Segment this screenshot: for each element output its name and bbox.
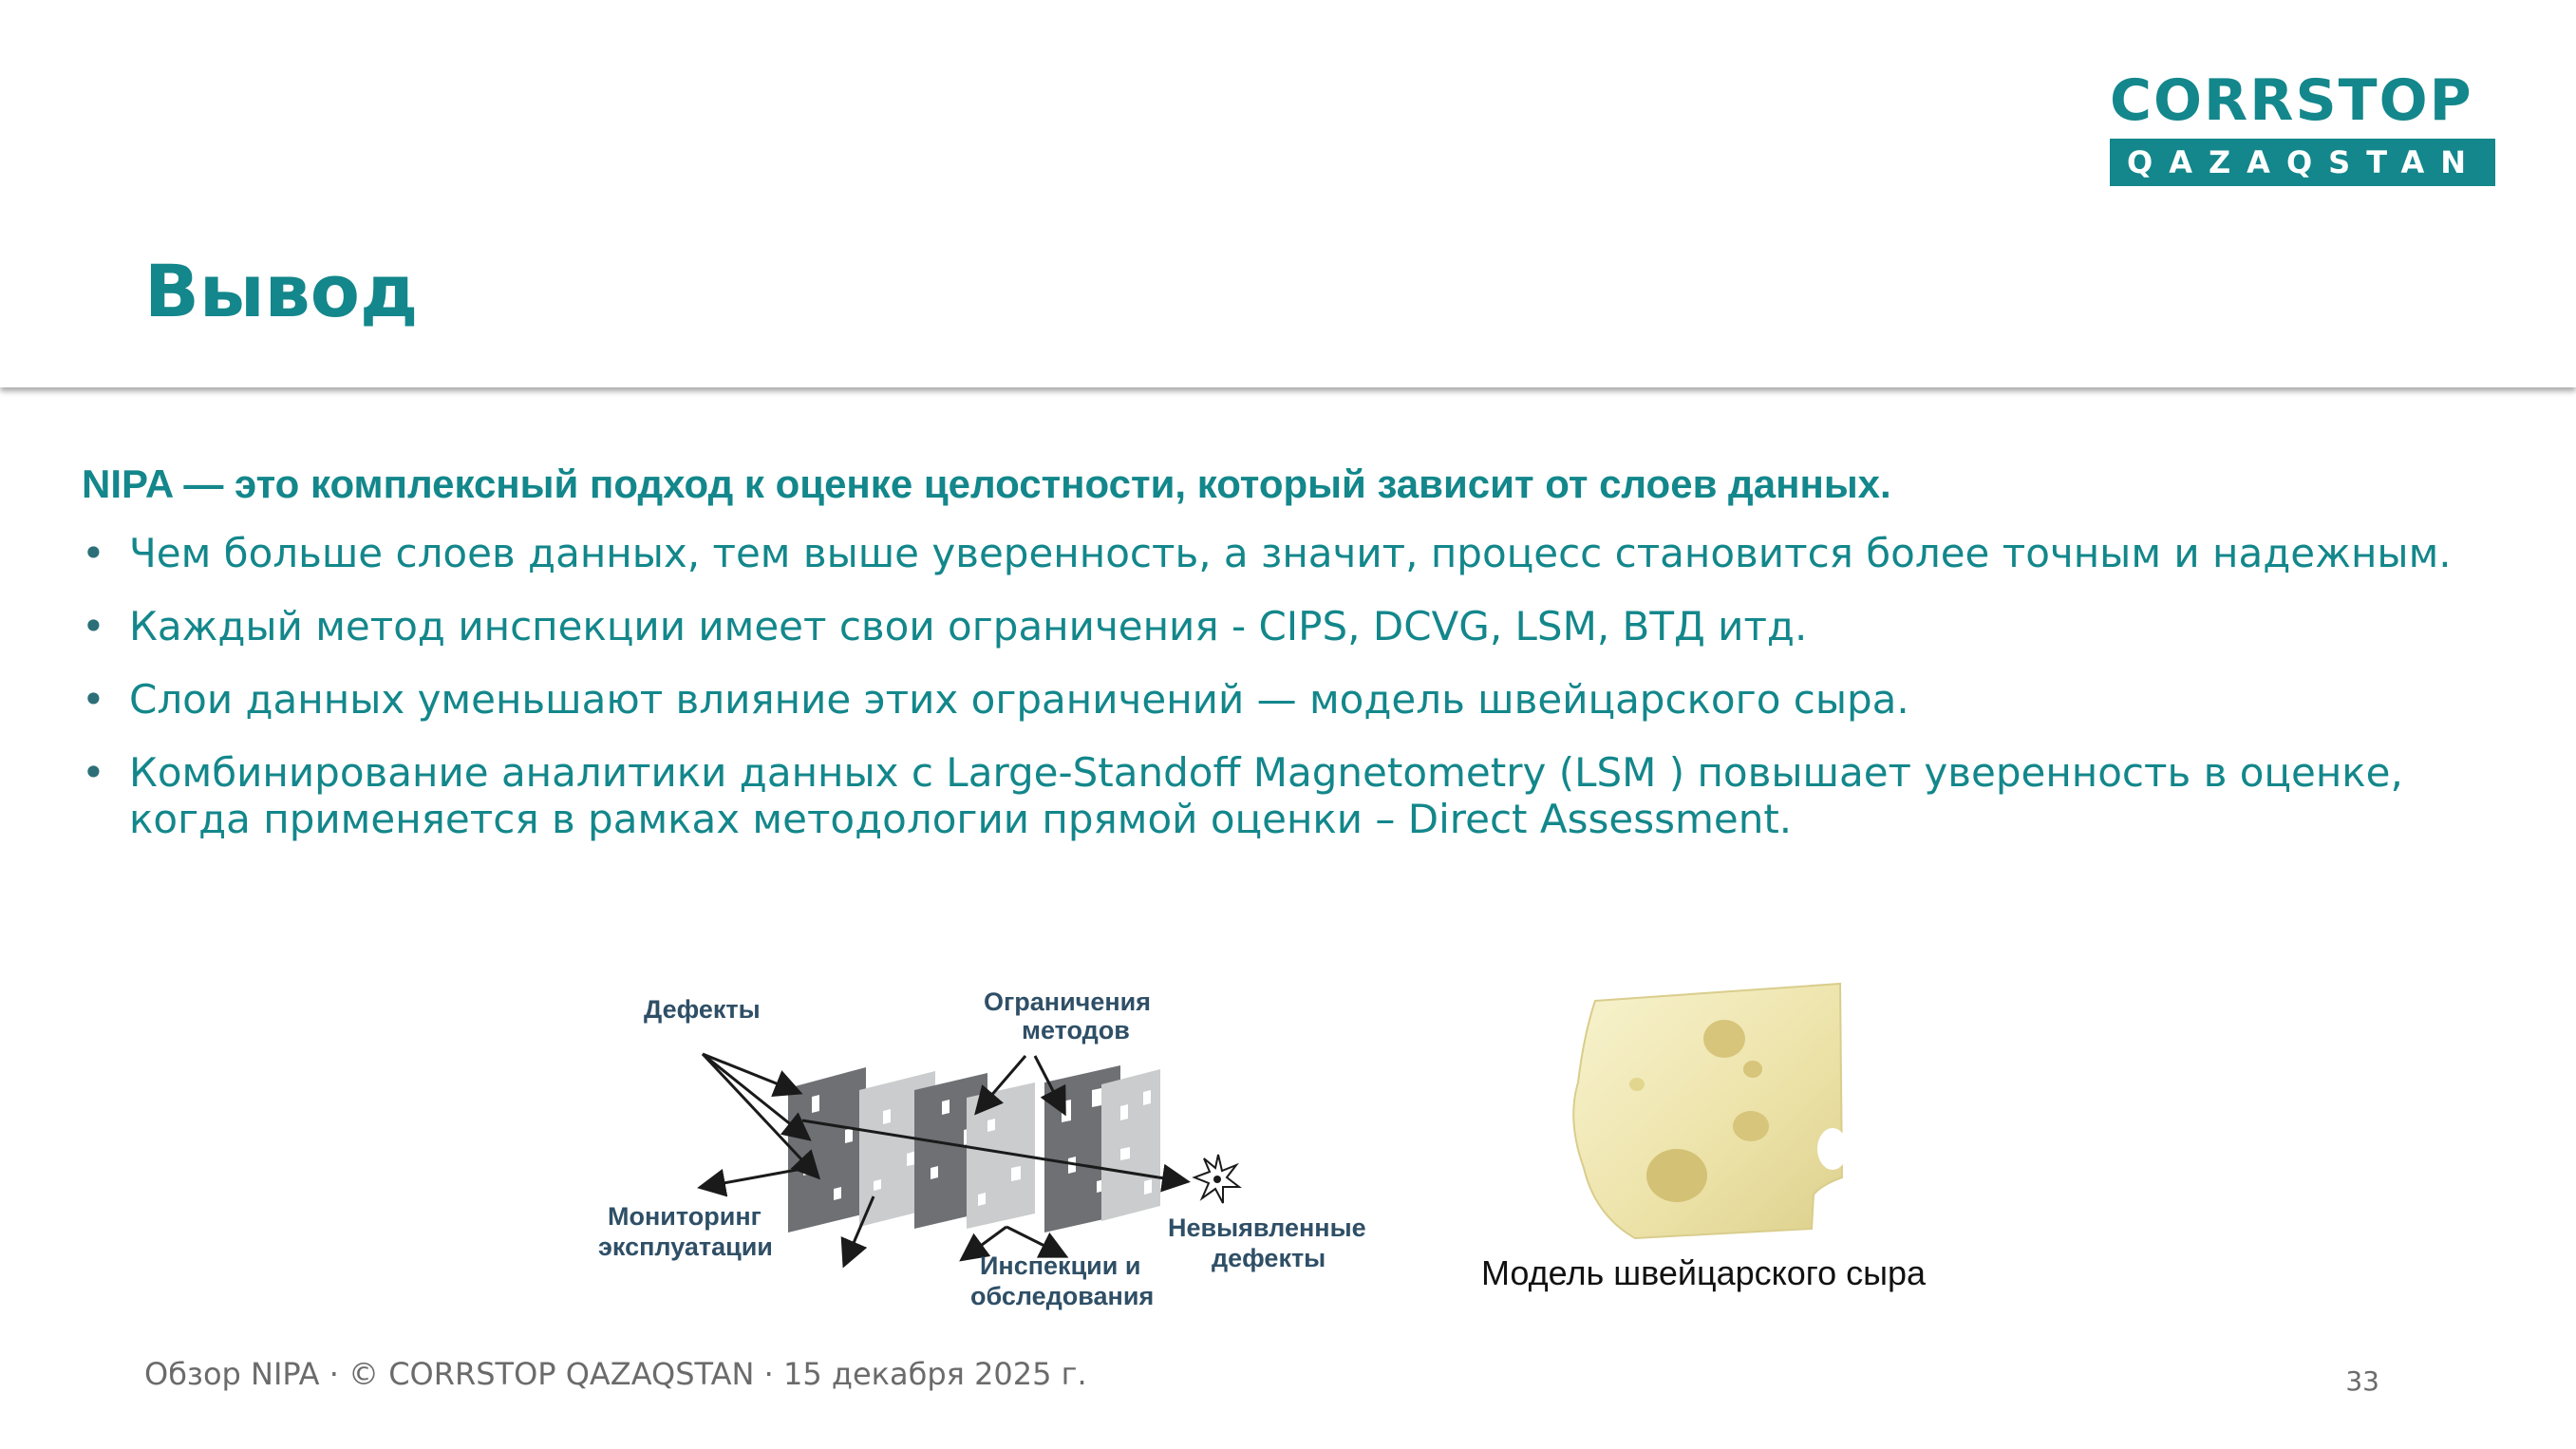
page-number: 33	[2345, 1365, 2379, 1397]
bullet-item	[82, 530, 2493, 576]
defects-arrow-1	[703, 1054, 798, 1092]
bullet-text: Комбинирование аналитики данных с Large-Standoff Magnetometry (LSM ) повышает уверенность в оценке, когда применяется в рамках методологии прямой оценки – Direct Assessment.	[129, 749, 2403, 842]
corrstop-logo	[2110, 68, 2495, 186]
swiss-cheese-layers-diagram	[589, 978, 1386, 1320]
bullet-text: Каждый метод инспекции имеет свои ограничения - CIPS, DCVG, LSM, ВТД итд.	[129, 603, 1808, 649]
slice-6	[1101, 1069, 1160, 1221]
lead-statement: NIPA — это комплексный подход к оценке целостности, который зависит от слоев данных.	[82, 461, 1891, 506]
label-method-limits-1: Ограничения	[984, 988, 1152, 1016]
bullet-item	[82, 603, 2493, 649]
footer-text: Обзор NIPA · © CORRSTOP QAZAQSTAN · 15 декабря 2025 г.	[144, 1356, 1087, 1392]
label-undetected-1: Невыявленные	[1168, 1214, 1366, 1242]
cheese-caption: Модель швейцарского сыра	[1481, 1253, 1927, 1292]
label-defects: Дефекты	[644, 995, 761, 1024]
label-monitoring-2: эксплуатации	[598, 1233, 773, 1261]
slide-title: Вывод	[144, 249, 419, 333]
slice-1	[788, 1067, 866, 1233]
bullet-list	[82, 530, 2493, 869]
bullet-marker: •	[82, 603, 105, 649]
bullet-marker: •	[82, 530, 105, 576]
label-method-limits-2: методов	[1022, 1016, 1130, 1044]
bullet-marker: •	[82, 749, 105, 796]
logo-subtitle: QAZAQSTAN	[2110, 139, 2495, 186]
label-undetected-2: дефекты	[1212, 1244, 1326, 1272]
label-inspections-2: обследования	[970, 1282, 1155, 1310]
bullet-text: Слои данных уменьшают влияние этих ограничений — модель швейцарского сыра.	[129, 676, 1909, 723]
logo-wordmark: CORRSTOP	[2110, 67, 2473, 134]
star-center	[1213, 1176, 1221, 1183]
defect-path-arrow	[1158, 1177, 1185, 1181]
layers-diagram-svg	[589, 978, 1386, 1320]
bullet-text: Чем больше слоев данных, тем выше уверенность, а значит, процесс становится более точным и надежным.	[129, 530, 2452, 576]
bullet-item	[82, 749, 2493, 842]
label-inspections-1: Инспекции и	[980, 1251, 1141, 1280]
label-monitoring-1: Мониторинг	[608, 1202, 762, 1231]
cheese-illustration	[1567, 978, 1852, 1244]
bullet-marker: •	[82, 676, 105, 723]
swiss-cheese-image	[1567, 978, 1852, 1244]
bullet-item	[82, 676, 2493, 723]
